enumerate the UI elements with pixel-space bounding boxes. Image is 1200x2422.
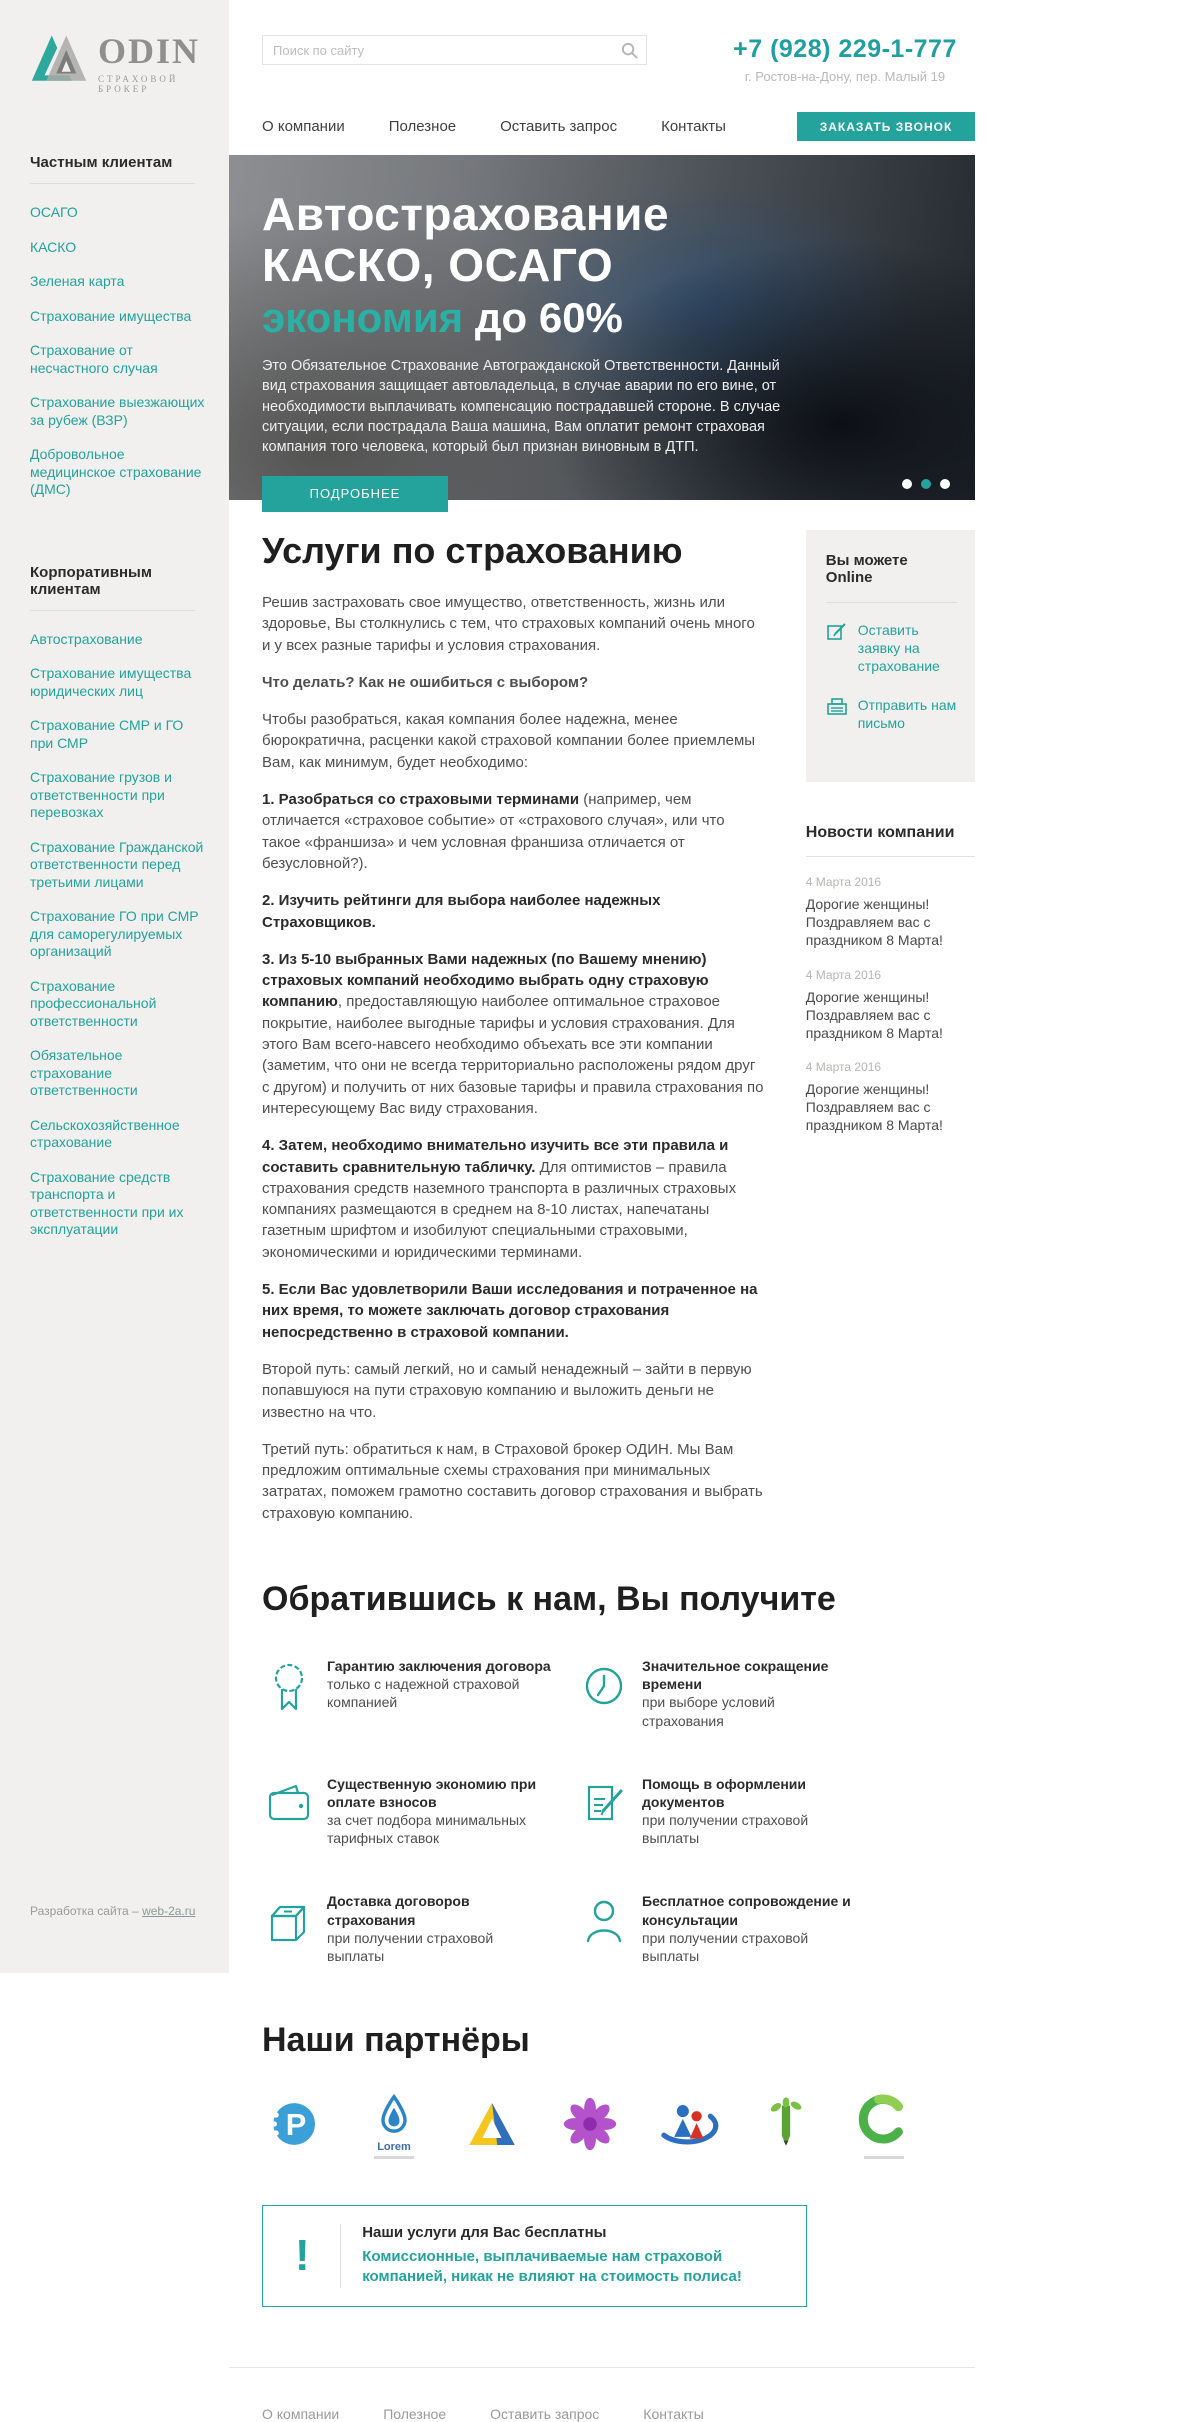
footer-nav-item[interactable]: Контакты (643, 2405, 704, 2422)
sidebar-link[interactable]: Сельскохозяйственное страхование (30, 1116, 180, 1150)
article-paragraph: Чтобы разобраться, какая компания более надежна, менее бюрократична, расценки какой страховой компании более приемлемы Вам, как минимум, будет необходимо: (262, 711, 756, 771)
partner-logo-flower (556, 2097, 624, 2156)
sidebar-link[interactable]: Страхование от несчастного случая (30, 342, 158, 376)
sidebar-link[interactable]: КАСКО (30, 238, 77, 255)
hero-banner (229, 155, 975, 500)
sidebar-section-title: Частным клиентам (30, 154, 173, 171)
nav-item[interactable]: Контакты (661, 118, 726, 135)
partners-section (229, 1965, 975, 2159)
droplet-icon (373, 2094, 415, 2138)
partner-logo-droplet (360, 2094, 428, 2159)
document-pencil-icon (577, 1777, 631, 1831)
sidebar-link[interactable]: Добровольное медицинское страхование (ДМС) (30, 446, 202, 497)
triangle-icon (464, 2099, 520, 2149)
article-step (262, 890, 766, 933)
news-item[interactable] (806, 968, 975, 1043)
divider (30, 183, 195, 184)
news-widget (806, 824, 975, 1135)
article-step (262, 949, 766, 1119)
partners-title: Наши партнёры (262, 2021, 530, 2060)
sidebar-link[interactable]: Страхование грузов и ответственности при перевозках (30, 769, 172, 820)
article (262, 530, 766, 1540)
people-swoosh-icon (657, 2097, 719, 2151)
news-text: Дорогие женщины! Поздравляем вас с праздником 8 Марта! (805, 1081, 943, 1134)
page-title: Услуги по страхованию (262, 530, 683, 571)
benefit-item (262, 1775, 552, 1848)
sidebar-link[interactable]: Страхование Гражданской ответственности перед третьими лицами (30, 838, 204, 890)
clock-icon (577, 1659, 631, 1713)
news-item[interactable] (806, 1060, 975, 1135)
main-nav (262, 118, 726, 135)
carousel-dot-active[interactable] (921, 479, 931, 489)
contact-block (715, 35, 975, 84)
step-bold: 2. Изучить рейтинги для выбора наиболее надежных Страховщиков. (262, 892, 661, 931)
benefits-title: Обратившись к нам, Вы получите (262, 1579, 836, 1618)
footer-nav-item[interactable]: О компании (262, 2405, 340, 2422)
article-step (262, 1279, 766, 1343)
benefit-bold: Существенную экономию при оплате взносов (327, 1775, 537, 1810)
wallet-icon (262, 1777, 316, 1831)
hero-more-button[interactable]: ПОДРОБНЕЕ (262, 476, 448, 512)
nav-item[interactable]: О компании (262, 118, 345, 135)
benefit-text: при выборе условий страхования (642, 1694, 775, 1729)
fax-letter-icon (826, 696, 848, 718)
partner-logo-triangle (458, 2099, 526, 2154)
footer (229, 2367, 975, 2422)
benefits-section (229, 1540, 975, 1965)
footer-nav-item[interactable]: Полезное (383, 2405, 447, 2422)
news-text: Дорогие женщины! Поздравляем вас с праздником 8 Марта! (805, 895, 943, 949)
step-rest: Для оптимистов – правила страхования средств наземного транспорта в различных страховых компаниях размещаются в среднем на 8-10 листах, напечатаны газетным шрифтом и изобилуют специальными страховыми, экономическими и юридическими терминами. (262, 1158, 737, 1261)
article-paragraph: Второй путь: самый легкий, но и самый ненадежный – зайти в первую попавшуюся на пути страховую компанию и выложить деньги не известно на что. (262, 1360, 752, 1421)
news-list (806, 875, 975, 1135)
person-icon (577, 1894, 631, 1948)
partner-logo-people (654, 2097, 722, 2156)
notice-title: Наши услуги для Вас бесплатны (362, 2224, 607, 2242)
online-request-link[interactable] (826, 621, 957, 676)
benefit-bold: Доставка договоров страхования (327, 1893, 470, 1928)
sidebar-list-private (30, 204, 205, 499)
logo-title: ODIN (98, 31, 201, 71)
benefit-text: при получении страховой выплаты (642, 1929, 809, 1965)
benefit-bold: Гарантию заключения договора (327, 1657, 551, 1674)
main-area (229, 0, 1200, 2422)
sidebar-link[interactable]: Страхование выезжающих за рубеж (ВЗР) (30, 394, 205, 428)
free-services-notice (262, 2205, 807, 2307)
logo-triangle-icon (30, 33, 88, 85)
partner-logo-subtext (864, 2156, 904, 2159)
online-mail-label: Отправить нам письмо (857, 696, 957, 731)
news-text: Дорогие женщины! Поздравляем вас с праздником 8 Марта! (805, 988, 943, 1041)
carousel-dot[interactable] (902, 479, 912, 489)
divider (826, 602, 957, 603)
hero-text: Это Обязательное Страхование Автогражданской Ответственности. Данный вид страхования защищает автовладельца, в случае аварии по его вине, от необходимости выплачивать компенсацию пострадавшей стороне. В случае ситуации, если пострадала Ваша машина, Вам оплатит ремонт страховая компания того человека, который был признан виновным в ДТП. (262, 358, 781, 456)
site-credit (30, 1904, 205, 1918)
benefit-item (577, 1775, 857, 1848)
benefit-text: при получении страховой выплаты (327, 1929, 494, 1965)
divider (30, 610, 195, 611)
logo[interactable] (30, 33, 205, 94)
sidebar-section-private (30, 154, 205, 516)
c-letter-icon (855, 2094, 913, 2148)
site-search (262, 35, 647, 65)
benefit-bold: Значительное сокращение времени (642, 1657, 829, 1693)
online-mail-link[interactable] (826, 696, 957, 732)
search-icon[interactable] (620, 41, 639, 60)
benefit-item (577, 1657, 857, 1730)
hero-title-line1: Автострахование (262, 188, 670, 240)
article-question: Что делать? Как не ошибиться с выбором? (262, 673, 589, 691)
news-date: 4 Марта 2016 (805, 967, 882, 982)
sidebar-link[interactable]: Зеленая карта (30, 273, 125, 289)
notice-text: Комиссионные, выплачиваемые нам страховой компанией, никак не влияют на стоимость полиса! (362, 2248, 742, 2286)
nav-item[interactable]: Оставить запрос (500, 118, 618, 135)
benefit-item (262, 1892, 552, 1965)
gear-p-icon (267, 2095, 325, 2153)
benefit-bold: Бесплатное сопровождение и консультации (642, 1893, 851, 1928)
partner-logo-gear-p (262, 2095, 330, 2158)
logo-subtitle: СТРАХОВОЙ БРОКЕР (98, 74, 179, 94)
sidebar-link[interactable]: Автострахование (30, 630, 143, 647)
hero-highlight-rest: до 60% (463, 294, 623, 342)
article-paragraph: Третий путь: обратиться к нам, в Страховой брокер ОДИН. Мы Вам предложим оптимальные схемы страхования при минимальных затратах, поможем грамотно составить договор страхования и выбрать страховую компанию. (262, 1440, 763, 1522)
partner-logo-cactus (752, 2097, 820, 2156)
step-bold: 1. Разобраться со страховыми терминами (262, 791, 580, 809)
hero-title-line2: КАСКО, ОСАГО (262, 238, 614, 291)
carousel-dot[interactable] (940, 479, 950, 489)
sidebar-link[interactable]: Страхование имущества (30, 307, 192, 324)
sidebar (0, 0, 229, 1973)
benefit-text: за счет подбора минимальных тарифных ставок (327, 1812, 527, 1847)
step-bold: 5. Если Вас удовлетворили Ваши исследования и потраченное на них время, то можете заключать договор страхования непосредственно в страховой компании. (262, 1281, 758, 1341)
news-date: 4 Марта 2016 (805, 1060, 882, 1075)
sidebar-section-corporate (30, 564, 205, 1256)
address: г. Ростов-на-Дону, пер. Малый 19 (744, 69, 946, 84)
partners-row (262, 2094, 975, 2159)
sidebar-link[interactable]: Страхование средств транспорта и ответственности при их эксплуатации (30, 1168, 184, 1237)
footer-nav (262, 2406, 975, 2422)
right-rail (806, 530, 975, 1540)
step-rest: , предоставляющую наиболее оптимальное страховое покрытие, наиболее выгодные тарифы и условия страхования. Для этого Вам всего-навсего необходимо объехать все эти компании (заметим, что они не всегда территориально расположены рядом друг с другом) и получить от них базовые тарифы и правила страхования по интересующему Вас виду страхования. (262, 993, 764, 1117)
sidebar-link[interactable]: Страхование СМР и ГО при СМР (30, 717, 184, 751)
credit-link[interactable]: web-2a.ru (142, 1904, 196, 1918)
hero-highlight-line (262, 294, 975, 342)
credit-text: Разработка сайта – (30, 1904, 143, 1918)
nav-item[interactable]: Полезное (388, 118, 457, 135)
header (229, 0, 975, 155)
benefit-item (262, 1657, 552, 1730)
partner-logo-text: Lorem (377, 2141, 411, 2154)
step-bold: 4. Затем, необходимо внимательно изучить все эти правила и составить сравнительную табличку. (262, 1137, 729, 1176)
online-box (806, 530, 975, 782)
svg-text:P: P (285, 2107, 307, 2143)
sidebar-link[interactable]: Обязательное страхование ответственности (30, 1047, 138, 1098)
order-call-button[interactable]: ЗАКАЗАТЬ ЗВОНОК (797, 112, 975, 141)
divider (340, 2224, 341, 2288)
sidebar-link[interactable]: ОСАГО (30, 204, 78, 220)
sidebar-list-corporate (30, 631, 205, 1239)
sidebar-link[interactable]: Страхование профессиональной ответственности (30, 977, 157, 1029)
step-bold: 3. Из 5-10 выбранных Вами надежных (по Вашему мнению) страховых компаний необходимо выбрать одну страховую компанию (262, 950, 709, 1011)
sidebar-section-title: Корпоративным клиентам (30, 563, 152, 598)
exclamation-icon: ! (295, 2230, 310, 2280)
footer-nav-item[interactable]: Оставить запрос (490, 2405, 600, 2422)
online-box-title: Вы можете Online (825, 552, 908, 586)
cactus-pencil-icon (766, 2097, 806, 2151)
article-step (262, 789, 766, 874)
step-rest: (например, чем отличается «страховое событие» от «страхового случая», или что такое «франшиза» и чем условная франшиза отличается от безусловной?). (262, 791, 725, 872)
benefit-text: только с надежной страховой компанией (327, 1676, 520, 1711)
phone-number: +7 (928) 229-1-777 (733, 35, 957, 63)
form-pencil-icon (826, 621, 848, 643)
news-item[interactable] (806, 875, 975, 950)
benefit-text: при получении страховой выплаты (642, 1812, 809, 1847)
sidebar-link[interactable]: Страхование имущества юридических лиц (30, 665, 192, 699)
benefit-item (577, 1892, 857, 1965)
news-date: 4 Марта 2016 (805, 874, 882, 889)
benefit-bold: Помощь в оформлении документов (642, 1775, 807, 1810)
online-request-label: Оставить заявку на страхование (857, 622, 940, 675)
search-input[interactable] (262, 35, 647, 65)
sidebar-link[interactable]: Страхование ГО при СМР для саморегулируемых организаций (30, 908, 199, 959)
news-title: Новости компании (806, 824, 975, 857)
parcel-icon (262, 1894, 316, 1948)
flower-icon (563, 2097, 617, 2151)
hero-highlight: экономия (262, 294, 464, 342)
medal-icon (262, 1659, 316, 1713)
carousel-dots (902, 479, 950, 489)
partner-logo-subtext (374, 2156, 414, 2159)
article-step (262, 1135, 766, 1263)
article-paragraph: Решив застраховать свое имущество, ответственность, жизнь или здоровье, Вы столкнулись с тем, что страховых компаний очень много и у всех разные тарифы и условия страхования. (262, 594, 755, 654)
partner-logo-c (850, 2094, 918, 2159)
